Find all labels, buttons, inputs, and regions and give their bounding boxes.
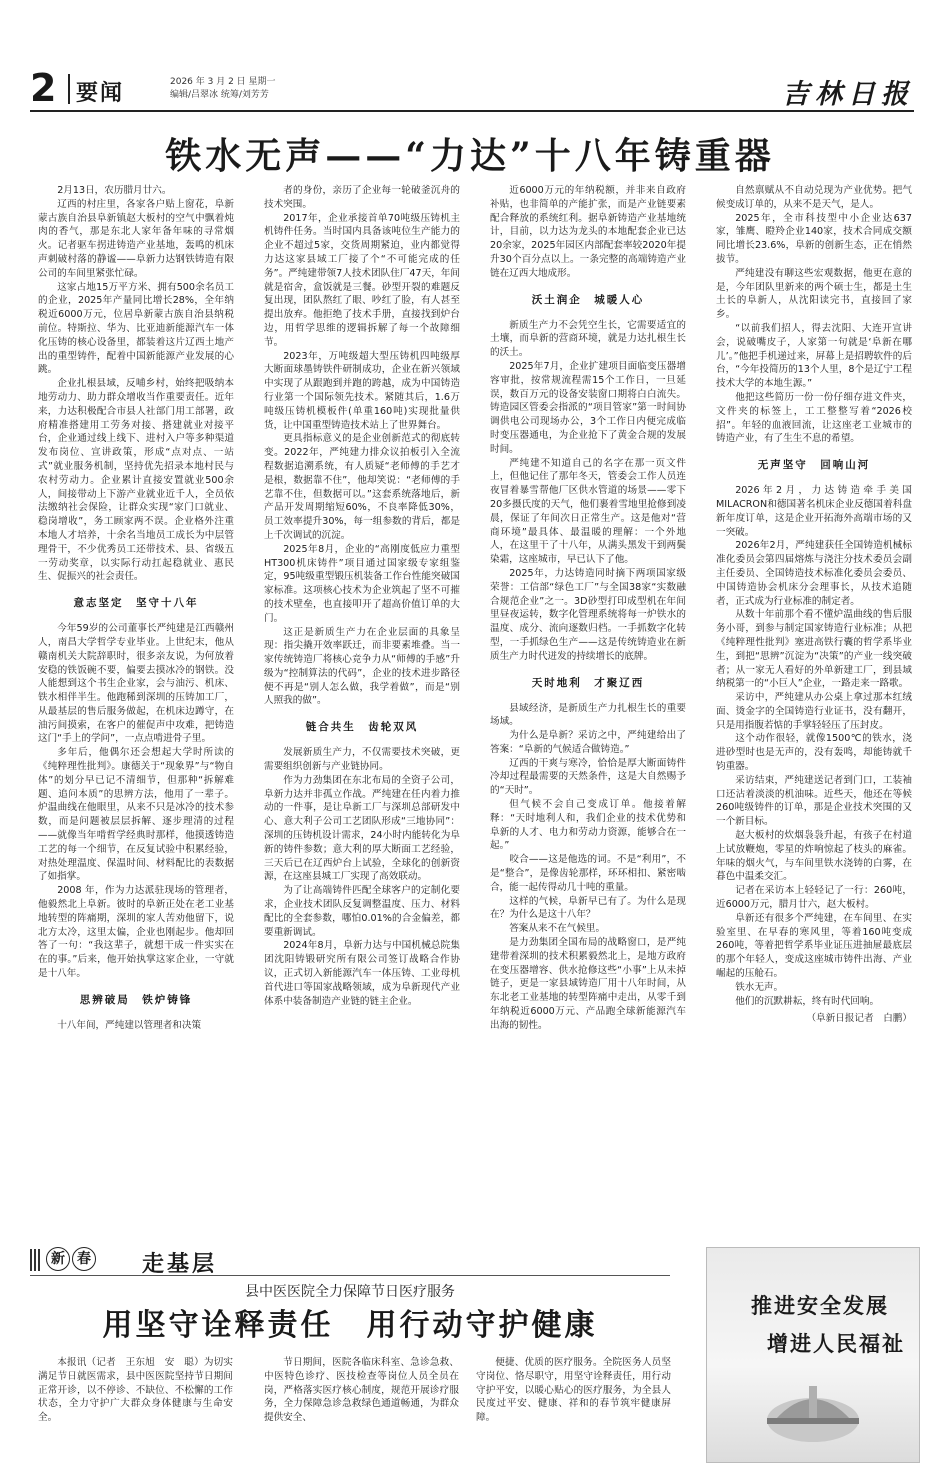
paragraph: 本报讯（记者 王东旭 安 聪）为切实满足节日就医需求，县中医医院坚持节日期间正常开诊，以不停诊、不缺位、不松懈的工作状态，全力守护广大群众身体健康与生命安全。 (38, 1357, 233, 1424)
sub-article-column (264, 1356, 459, 1460)
paragraph: 辽西的干爽与寒冷，恰恰是厚大断面铸件冷却过程最需要的天然条件，这是大自然赐予的“天时”。 (490, 757, 686, 797)
paragraph: 铁水无声。 (735, 981, 784, 993)
paragraph: 咬合——这是他选的词。不是“利用”，不是“整合”，是像齿轮那样，环环相扣、紧密啮合，能一起传得动几十吨的重量。 (490, 854, 686, 893)
byline: （阜新日报记者 白鹏） (806, 1013, 912, 1025)
masthead-divider (68, 74, 70, 104)
paragraph: 记者在采访本上轻轻记了一行：260吨，近6000万元，腊月廿六，赵大板村。 (716, 885, 912, 911)
sub-article-column (476, 1356, 671, 1460)
sub-article-title: 用坚守诠释责任 用行动守护健康 (102, 1308, 598, 1343)
subheading: 无声坚守 回响山河 (757, 459, 871, 472)
article-column (38, 184, 234, 1214)
paragraph: 节日期间，医院各临床科室、急诊急救、中医特色诊疗、医技检查等岗位人员全员在岗，严格落实医疗核心制度，规范开展诊疗服务，全力保障急诊急救绿色通道畅通，为群众提供安全、 (264, 1357, 459, 1424)
paragraph: 近6000万元的年纳税额，并非来自政府补贴，也非简单的产能扩张，而是产业链要素配合释放的系统红利。据阜新铸造产业基地统计，目前，以力达为龙头的本地配套企业已达20余家，2025年园区内部配套率较2020年提升30个百分点以上。一条完整的高端铸造产业链在辽西大地成形。 (490, 185, 686, 279)
paragraph: 县域经济，是新质生产力扎根生长的重要场域。 (490, 702, 686, 728)
paragraph: 今年59岁的公司董事长严纯建是江西赣州人，南昌大学哲学专业毕业。上世纪末，他从赣南机关大院辞职时，很多亲友说，为何放着安稳的铁饭碗不要，偏要去摸冰冷的钢铁。没人能想到这个书生企业家，会与油污、机床、铁水相伴半生。他跑稀到深圳的压铸加工厂，从最基层的售后服务做起，在机床边蹲守，在油污间摸索，在客户的催促声中攻难，把铸造这门“手上的学问”，一点点啃进骨子里。 (38, 623, 234, 745)
paragraph: 他们的沉默耕耘，终有时代回响。 (735, 995, 880, 1007)
paper-name: 吉林日报 (782, 79, 914, 110)
paragraph: 2025年7月，企业扩建项目面临变压器增容审批，按常规流程需15个工作日，一旦延误，数百万元的设备安装窗口期将白白流失。铸造园区管委会指派的“项目管家”第一时间协调供电公司现场办公，3个工作日内便完成临时变压器通电，为企业抢下了黄金合规的发展时间。 (490, 360, 686, 455)
paragraph: 自然禀赋从不自动兑现为产业优势。把气候变成订单的，从来不是天气，是人。 (716, 185, 912, 210)
main-article (38, 184, 910, 1234)
paragraph: 作为力劲集团在东北布局的全资子公司，阜新力达并非孤立作战。严纯建在任内着力推动的一件事，是让阜新工厂与深圳总部研发中心、意大利子公司工艺团队形成“三地协同”：深圳的压铸机设计需求，24小时内能转化为阜新的铸件参数；意大利的厚大断面工艺经验，三天后已在辽西炉台上试验，全球化的创新资源，在这座县城工厂实现了高效联动。 (264, 774, 460, 883)
paragraph: 2026年2月，严纯建获任全国铸造机械标准化委员会第四届熔炼与浇注分技术委员会副主任委员、全国铸造技术标准化委员会委员、中国铸造协会机床分会理事长，从技术追随者，正式成为行业标准的制定者。 (716, 540, 912, 607)
paragraph: “以前我们招人，得去沈阳、大连开宣讲会，说破嘴皮子，人家第一句就是‘阜新在哪儿’。”他把手机递过来，屏幕上是招聘软件的后台，“今年投简历的13个人里，8个是辽宁工程技术大学的本地生源。” (716, 322, 912, 390)
section-name: 要闻 (76, 81, 125, 106)
paragraph: 者的身份，亲历了企业每一轮破釜沉舟的技术突围。 (264, 185, 460, 210)
sub-article (38, 1356, 678, 1466)
paragraph: 但气候不会自己变成订单。他接着解释：“天时地利人和，我们企业的技术优势和阜新的人才、电力和劳动力资源，能够合在一起。” (490, 799, 686, 852)
paragraph: 便捷、优质的医疗服务。全院医务人员坚守岗位、恪尽职守，用坚守诠释责任，用行动守护平安，以暖心贴心的医疗服务，为全县人民度过平安、健康、祥和的春节筑牢健康屏障。 (476, 1357, 671, 1424)
subheading: 天时地利 才聚辽西 (531, 676, 645, 689)
sub-article-column (38, 1356, 233, 1460)
paragraph: 2023年，万吨级超大型压铸机四吨级厚大断面球墨铸铁件研制成功，企业在新兴领域中实现了从跟跑到并跑的跨越，成为中国铸造行业第一个国际领先技术。紧随其后，1.6万吨级压铸机模板件(单重160吨)实现批量供货，让中国重型铸造技术站上了世界舞台。 (264, 350, 460, 431)
page-number: 2 (30, 66, 57, 110)
paragraph: 多年后，他偶尔还会想起大学时所读的《纯粹理性批判》。康德关于“现象界”与“物自体”的划分早已记不清细节，但那种“拆解难题、追问本质”的思辨方法，他用了一辈子。炉温曲线在他眼里，从来不只是冰冷的技术参数，而是问题被层层拆解、逐步理清的过程——就像当年啃哲学经典时那样，他摸透铸造工艺的每一个细节，在反复试验中积累经验，对热处理温度、保温时间、材料配比的表数据了如指掌。 (38, 747, 234, 883)
paragraph: 为了让高端铸件匹配全球客户的定制化要求，企业技术团队反复调整温度、压力、材料配比的全套参数，哪怕0.01%的合金偏差，都要重新调试。 (264, 885, 460, 938)
paragraph: 新质生产力不会凭空生长，它需要适宜的土壤，而阜新的营商环境，就是力达扎根生长的沃土。 (490, 319, 686, 359)
ad-slogan-line: 推进安全发展 (751, 1293, 889, 1318)
paragraph: 采访中，严纯建从办公桌上拿过那本红绒面、烫金字的全国铸造行业证书，没有翻开，只是用指腹若惦的手掌轻轻压了压封皮。 (716, 692, 912, 731)
article-column (716, 184, 912, 1214)
public-service-ad (706, 1247, 920, 1463)
paragraph: 这家占地15万平方米、拥有500余名员工的企业，2025年产量同比增长28%，全年纳税近6000万元，位居阜新蒙古族自治县纳税前位。特斯拉、华为、比亚迪新能源汽车一体化压铸的核心设备里，都装着这片辽西土地产出的重型铸件，配着中国新能源产业发展的心跳。 (38, 281, 234, 376)
paragraph: 2008 年，作为力达派驻现场的管理者，他毅然北上阜新。彼时的阜新正处在老工业基地转型的阵痛期，深圳的家人苦劝他留下，说北方太冷，这里太偏，企业也刚起步。他却回答了一句：“我这辈子，就想干成一件实实在在的事。”后来，他开始执掌这家企业，一守就是十八年。 (38, 885, 234, 980)
paragraph: 采访结束，严纯建送记者到门口，工装袖口还沾着淡淡的机油味。近些天，他还在等候260吨级铸件的订单，那是企业技术突围的又一个新目标。 (716, 774, 912, 828)
paragraph: 2025年，全市科技型中小企业达637家，雏鹰、瞪羚企业140家，技术合同成交额同比增长23.6%，阜新的创新生态，正在悄然拔节。 (716, 212, 912, 265)
feature-banner (30, 1247, 670, 1276)
article-column (264, 184, 460, 1214)
badge-char: 新 (46, 1247, 70, 1271)
ad-slogan-line: 增进人民福祉 (767, 1331, 905, 1356)
paragraph: 赵大板村的炊烟袅袅升起，有孩子在村道上试放鞭炮，零星的炸响惊起了枝头的麻雀。年味的烟火气，与车间里铁水浇铸的白雾，在暮色中温柔交汇。 (716, 830, 912, 883)
paragraph: 严纯建没有聊这些宏观数据，他更在意的是，今年团队里新来的两个硕士生，都是土生土长的阜新人，从沈阳读完书，直接回了家乡。 (716, 267, 912, 321)
editor-credits: 编辑/吕翠冰 统筹/刘芳芳 (170, 90, 269, 100)
paragraph: 从数十年前那个看不懂炉温曲线的售后服务小哥，到参与制定国家铸造行业标准；从把《纯粹理性批判》塞进高铁行囊的哲学系毕业生，到把“思辨”沉淀为“决策”的产业一线突破者；从一家无人看好的外单新建工厂，到县域纳税第一的“小巨人”企业，一路走来一路歌。 (716, 609, 912, 690)
subheading: 链合共生 齿轮双风 (305, 721, 419, 734)
worker-helmet-illustration (753, 1376, 873, 1446)
paragraph: 2026年2月，力达铸造牵手美国MILACRON和德国著名机床企业反德国着科盘新年度订单，这是企业开拓海外高端市场的又一突破。 (716, 485, 912, 538)
paragraph: 辽西的村庄里，各家各户贴上窗花，阜新蒙古族自治县阜新镇赵大板村的空气中飘着炖肉的香气，那是东北人家年备年味的寻常烟火。记者驱车拐进铸造产业基地，轰鸣的机床声刺破村落的静谧——阜新力达钢铁铸造有限公司的车间里紧张忙碌。 (38, 198, 234, 279)
paragraph: 严纯建不知道自己的名字在那一页文件上，但他记住了那年冬天，管委会工作人员连夜冒着暴雪帮他厂区供水管道的场景——零下20多摄氏度的天气，他们裹着雪地里抢修到凌晨，保证了年间次日正常生产。这是他对“营商环境”最具体、最温暖的理解：一个外地人，在这里干了十八年，从满头黑发干到两鬓染霜，这座城市，早已认下了他。 (490, 457, 686, 566)
paragraph: 他把这些简历一份一份仔细存进文件夹，文件夹的标签上，工工整整写着“2026校招”。年轻的血液回流，让这座老工业城市的铸造产业，有了生生不息的希望。 (716, 391, 912, 445)
paragraph: 更具指标意义的是企业创新范式的彻底转变。2022年，严纯建力排众议拍板引入全流程数据追溯系统，有人质疑“老师傅的手艺才是根，数据靠不住”，他却笑说：“老师傅的手艺靠不住，但数据可以。”这套系统落地后，新产品开发周期缩短60%，不良率降低30%，员工效率提升30%，每一组参数的背后，都是上千次调试的沉淀。 (264, 433, 460, 541)
article-column (490, 184, 686, 1214)
paragraph: 答案从来不在气候里。 (509, 923, 606, 935)
paragraph: 这个动作很轻，就像1500℃的铁水，浇进砂型时也是无声的，没有轰鸣，却能铸就千钧重器。 (716, 733, 912, 773)
paragraph: 十八年间，严纯建以管理者和决策 (57, 1019, 202, 1031)
banner-stripes (30, 1249, 40, 1271)
badge-char: 春 (72, 1247, 96, 1271)
paragraph: 这样的气候，阜新早已有了。为什么是现在？为什么是这十八年？ (490, 895, 686, 921)
masthead (30, 66, 914, 112)
paragraph: 是力劲集团全国布局的战略窗口，是严纯建带着深圳的技术积累毅然北上，是地方政府在变压器增容、供水抢修这些“小事”上从未掉链子，更是一家县域铸造厂用十八年时间，从东北老工业基地的转型阵痛中走出，从零千到年纳税近6000万元、产品跑全球新能源汽车出海的韧性。 (490, 937, 686, 1031)
subheading: 沃土润企 城暖人心 (531, 293, 645, 306)
subheading: 思辨破局 铁炉铸锋 (79, 993, 193, 1006)
paragraph: 2024年8月，阜新力达与中国机械总院集团沈阳铸锻研究所有限公司签订战略合作协议，正式切入新能源汽车一体压铸、工业母机首代进口等国家战略领域，成为阜新现代产业体系中装备制造产业链的链主企业。 (264, 940, 460, 1007)
paragraph: 2017年，企业承接首单70吨级压铸机主机铸件任务。当时国内具备该吨位生产能力的企业不超过5家，交货周期紧迫，业内都觉得力达这家县域工厂接了个“不可能完成的任务”。严纯建带领7人技术团队住厂47天，年间就是宿舍，盒饭就是三餐。砂型开裂的难题反复出现，团队熬红了眼、吵红了脸，有人甚至提出放弃。他拒绝了技术手册，直接找到炉台边，用哲学思维的逻辑拆解了每一个故障细节。 (264, 212, 460, 348)
paragraph: 2025年8月，企业的“高刚度低应力重型HT300机床铸件”项目通过国家级专家组鉴定，95吨级重型锻压机装备工作台性能突破国家标准。这项核心技术为企业筑起了坚不可摧的技术壁垒，也直接叩开了超高价值订单的大门。 (264, 543, 460, 624)
subheading: 意志坚定 坚守十八年 (73, 597, 199, 610)
issue-date: 2026 年 3 月 2 日 星期一 (170, 77, 276, 87)
paragraph: 发展新质生产力，不仅需要技术突破，更需要组织创新与产业链协同。 (264, 747, 460, 773)
paragraph: 企业扎根县域，反哺乡村，始终把吸纳本地劳动力、助力群众增收当作重要责任。近年来，力达积极配合市县人社部门用工部署，政府精准搭建用工劳务对接、搭建就业对接平台，企业通过线上线下、进村入户等多种渠道发布岗位、宣讲政策，形成“点对点、一站式”就业服务机制，坚持优先招录本地村民与农村劳动力。企业累计直接安置就业500余人，间接带动上下游产业就业近千人，全员依法缴纳社会保险，让群众实现“家门口就业、稳岗增收”，务工顾家两不误。企业格外注重本地人才培养，十余名当地员工成长为中层管理骨干，不少优秀员工还带技术、县、省级五一劳动奖章，以实际行动扛起稳就业、惠民生、促振兴的社会责任。 (38, 378, 234, 583)
banner-title: 走基层 (142, 1251, 218, 1277)
paragraph: 阜新还有很多个严纯建，在车间里、在实验室里、在早春的寒风里，等着160吨变成260吨，等着把哲学系毕业证压进抽屉最底层的那个年轻人，变成这座城市铸件出海、产业崛起的压舱石。 (716, 912, 912, 980)
paragraph: 这正是新质生产力在企业层面的具象呈现：指尖撬开效率跃迁，而非要素堆叠。当一家传统铸造厂将核心竞争力从“师傅的手感”升级为“控制算法的代码”，企业的技术进步路径便不再是“别人怎么做，我学着做”，而是“别人照我的做”。 (264, 626, 460, 707)
paragraph: 为什么是阜新？采访之中，严纯建给出了答案：“阜新的气候适合做铸造。” (490, 730, 686, 755)
sub-article-kicker: 县中医医院全力保障节日医疗服务 (245, 1284, 455, 1300)
banner-badge (46, 1247, 98, 1271)
masthead-meta (170, 76, 276, 102)
main-headline: 铁水无声——“力达”十八年铸重器 (165, 135, 775, 177)
paragraph: 2月13日，农历腊月廿六。 (57, 185, 172, 196)
paragraph: 2025年，力达铸造同时摘下两项国家级荣誉：工信部“绿色工厂”与全国38家“实数融合规范企业”之一。3D砂型打印成型机在年间里昼夜运转，数字化管理系统将每一炉铁水的温度、成分、流向逐数归档。一手抓数字化转型，一手抓绿色生产——这是传统铸造业在新质生产力时代迸发的持续增长的底牌。 (490, 567, 686, 662)
